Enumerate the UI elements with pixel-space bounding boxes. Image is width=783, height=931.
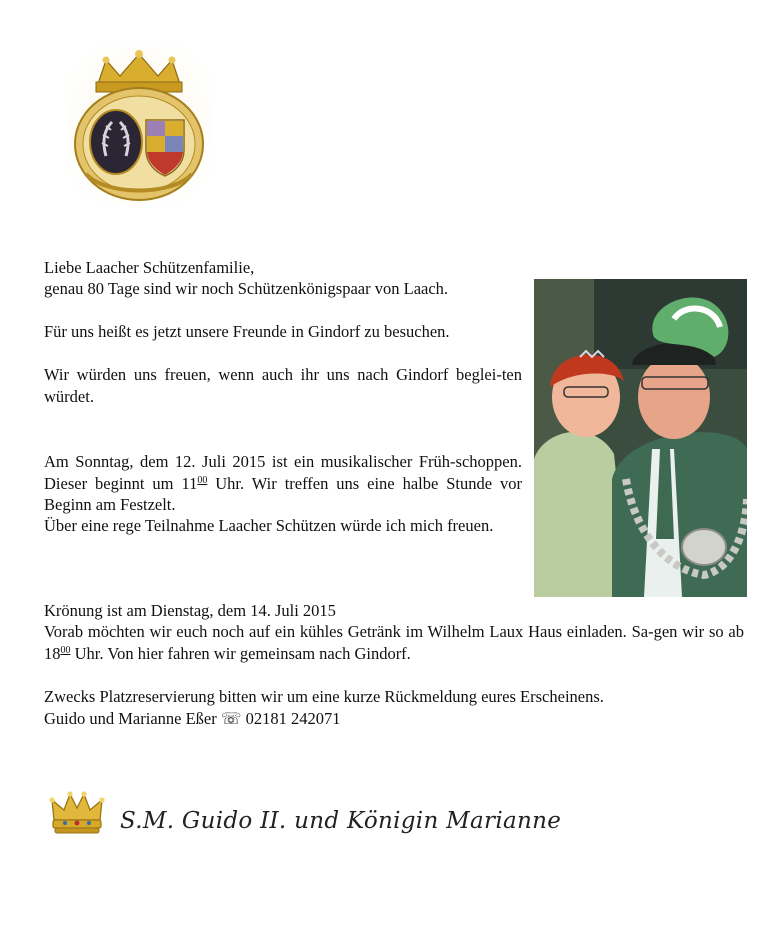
royal-couple-photo — [534, 279, 747, 597]
phone-icon: ☏ — [220, 709, 242, 728]
coronation-paragraph — [44, 621, 744, 664]
coronation-text-1: Vorab möchten wir euch noch auf ein kühles Getränk im Wilhelm Laux Haus einladen. Sa-gen wir so ab 18 — [44, 622, 744, 663]
contact-line — [44, 708, 341, 730]
participation-text: Über eine rege Teilnahme Laacher Schützen würde ich mich freuen. — [44, 516, 494, 535]
phone-number[interactable]: 02181 242071 — [245, 709, 341, 728]
coat-of-arms-logo — [66, 46, 212, 204]
coronation-text-2: Uhr. Von hier fahren wir gemeinsam nach Gindorf. — [70, 643, 411, 663]
line-80-days: genau 80 Tage sind wir noch Schützenkönigspaar von Laach. — [44, 279, 449, 298]
crown-icon — [48, 790, 106, 836]
reservation-text: Zwecks Platzreservierung bitten wir um eine kurze Rückmeldung eures Erscheinens. — [44, 687, 604, 706]
sunday-paragraph — [44, 451, 522, 516]
signature-text: S.M. Guido II. und Königin Marianne — [120, 808, 562, 834]
greeting: Liebe Laacher Schützenfamilie, — [44, 258, 255, 277]
coronation-time-sup: 00 — [60, 644, 71, 656]
sunday-text-1: Am Sonntag, dem 12. Juli 2015 ist ein musikalischer Früh-schoppen. Dieser beginnt um 11 — [44, 452, 522, 493]
sunday-time-sup: 00 — [197, 474, 208, 486]
visit-friends-text: Für uns heißt es jetzt unsere Freunde in Gindorf zu besuchen. — [44, 322, 450, 341]
invite-join-text: Wir würden uns freuen, wenn auch ihr uns nach Gindorf beglei-ten würdet. — [44, 365, 522, 406]
contact-names: Guido und Marianne Eßer — [44, 709, 217, 728]
coronation-heading: Krönung ist am Dienstag, dem 14. Juli 2015 — [44, 601, 336, 620]
sunday-text-2: Uhr. Wir treffen uns eine halbe Stunde vor Beginn am Festzelt. — [44, 473, 522, 514]
